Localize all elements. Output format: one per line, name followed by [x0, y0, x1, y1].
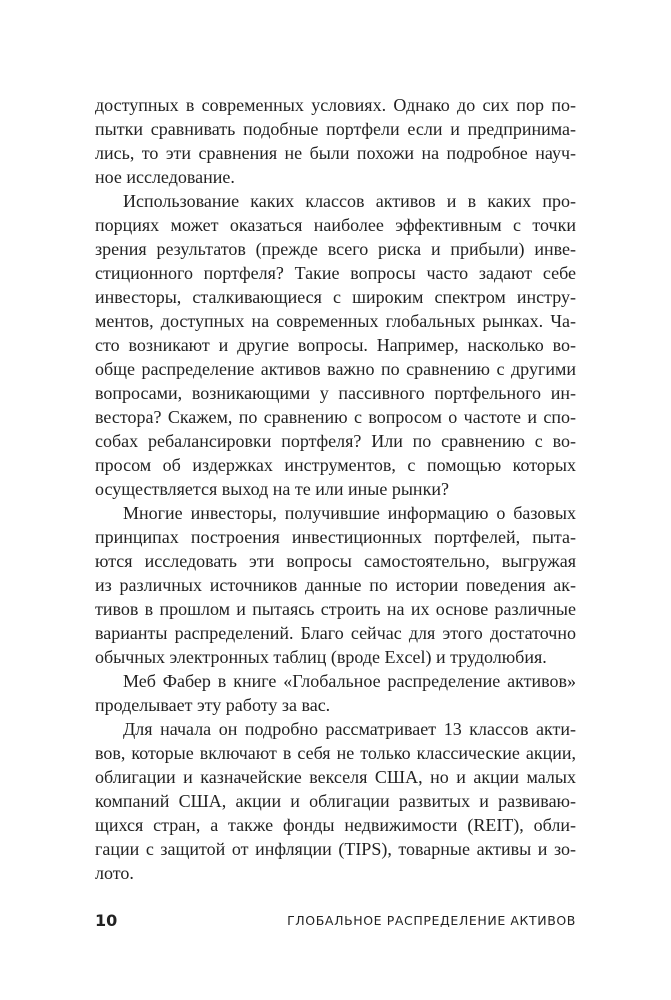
text-line: инвесторы, сталкивающиеся с широким спектром инстру-	[95, 287, 576, 307]
text-line: проделывает эту работу за вас.	[95, 695, 331, 715]
text-line: Меб Фабер в книге «Глобальное распределение активов»	[123, 671, 576, 691]
body-text	[95, 93, 576, 885]
text-line: ются исследовать эти вопросы самостоятельно, выгружая	[95, 551, 576, 571]
text-line: вопросами, возникающими у пассивного портфельного ин-	[95, 383, 576, 403]
text-line: тивов в прошлом и пытаясь строить на их основе различные	[95, 599, 576, 619]
text-line: Многие инвесторы, получившие информацию о базовых	[123, 503, 576, 523]
text-line: вестора? Скажем, по сравнению с вопросом о частоте и спо-	[95, 407, 576, 427]
text-line: ное исследование.	[95, 167, 235, 187]
text-line: доступных в современных условиях. Однако до сих пор по-	[95, 95, 576, 115]
text-line: принципах построения инвестиционных портфелей, пыта-	[95, 527, 576, 547]
text-line: варианты распределений. Благо сейчас для этого достаточно	[95, 623, 576, 643]
text-line: щихся стран, а также фонды недвижимости (REIT), обли-	[95, 815, 576, 835]
text-line: обще распределение активов важно по сравнению с другими	[95, 359, 576, 379]
text-line: сто возникают и другие вопросы. Например, насколько во-	[95, 335, 576, 355]
text-line: ментов, доступных на современных глобальных рынках. Ча-	[95, 311, 576, 331]
text-line: компаний США, акции и облигации развитых и развиваю-	[95, 791, 576, 811]
text-line: Для начала он подробно рассматривает 13 классов акти-	[123, 719, 576, 739]
page-footer	[95, 911, 576, 933]
text-line: пытки сравнивать подобные портфели если и предпринима-	[95, 119, 576, 139]
text-line: просом об издержках инструментов, с помощью которых	[95, 455, 576, 475]
text-line: лись, то эти сравнения не были похожи на подробное науч-	[95, 143, 576, 163]
text-line: из различных источников данные по истории поведения ак-	[95, 575, 576, 595]
page-number: 10	[95, 911, 118, 930]
text-line: собах ребалансировки портфеля? Или по сравнению с во-	[95, 431, 576, 451]
text-line: Использование каких классов активов и в каких про-	[123, 191, 576, 211]
text-line: стиционного портфеля? Такие вопросы часто задают себе	[95, 263, 576, 283]
text-line: лото.	[95, 863, 134, 883]
text-line: гации с защитой от инфляции (TIPS), товарные активы и зо-	[95, 839, 576, 859]
text-line: обычных электронных таблиц (вроде Excel) и трудолюбия.	[95, 647, 547, 667]
text-line: облигации и казначейские векселя США, но и акции малых	[95, 767, 576, 787]
text-line: зрения результатов (прежде всего риска и прибыли) инве-	[95, 239, 576, 259]
running-title: ГЛОБАЛЬНОЕ РАСПРЕДЕЛЕНИЕ АКТИВОВ	[287, 913, 576, 928]
text-line: порциях может оказаться наиболее эффективным с точки	[95, 215, 576, 235]
text-line: вов, которые включают в себя не только классические акции,	[95, 743, 576, 763]
text-line: осуществляется выход на те или иные рынки?	[95, 479, 449, 499]
